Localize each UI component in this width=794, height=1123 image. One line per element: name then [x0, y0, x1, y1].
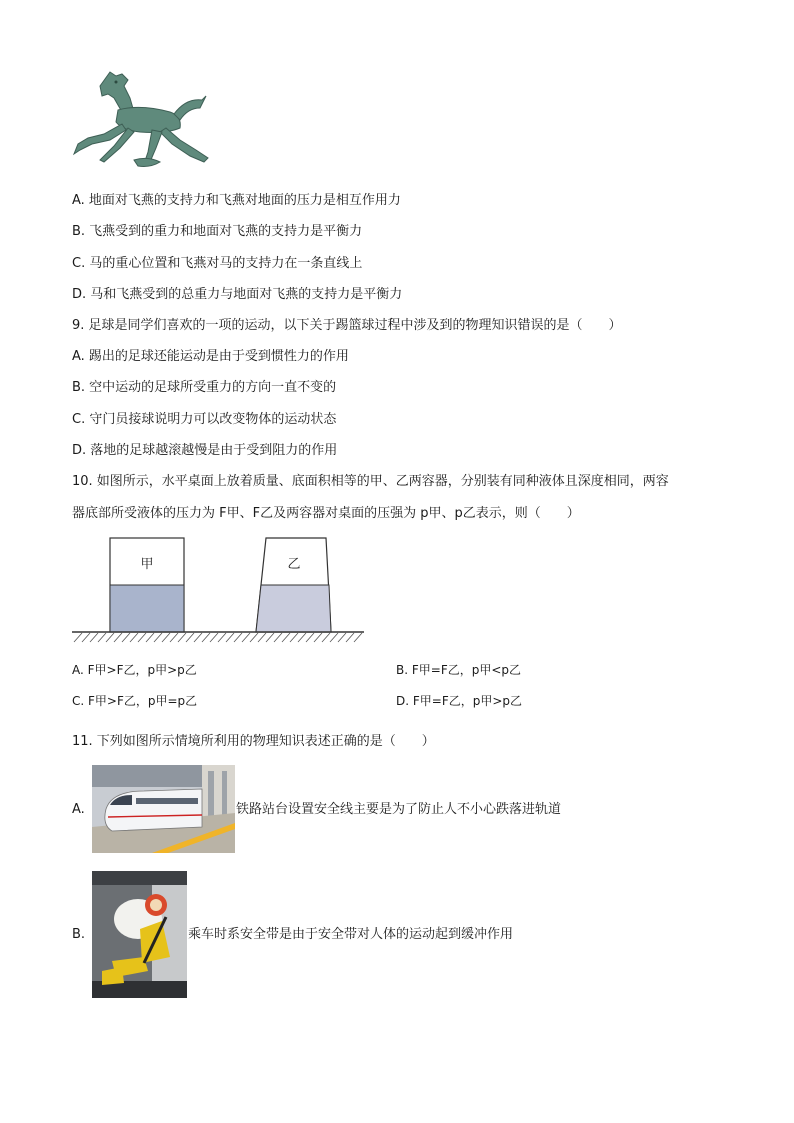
q11-option-a-label: A.: [72, 802, 85, 817]
q10-option-c: C. F甲>F乙，p甲=p乙: [72, 694, 198, 708]
q10-stem-line2: 器底部所受液体的压力为 F甲、F乙及两容器对桌面的压强为 p甲、p乙表示，则（ ）: [72, 506, 580, 521]
q10-option-d: D. F甲=F乙，p甲>p乙: [396, 694, 523, 708]
q8-option-a: A. 地面对飞燕的支持力和飞燕对地面的压力是相互作用力: [72, 193, 401, 208]
q8-option-c: C. 马的重心位置和飞燕对马的支持力在一条直线上: [72, 256, 363, 271]
seatbelt-crash-test-image: [92, 871, 187, 998]
q11-stem: 11. 下列如图所示情境所利用的物理知识表述正确的是（ ）: [72, 734, 435, 749]
containers-diagram: [72, 536, 368, 648]
q10-stem-line1: 10. 如图所示，水平桌面上放着质量、底面积相等的甲、乙两容器，分别装有同种液体且深度相同，两容: [72, 474, 669, 489]
q9-option-d: D. 落地的足球越滚越慢是由于受到阻力的作用: [72, 443, 338, 458]
train-station-image: [92, 765, 235, 853]
q9-option-a: A. 踢出的足球还能运动是由于受到惯性力的作用: [72, 349, 349, 364]
q11-option-b-label: B.: [72, 927, 86, 942]
container-label-jia: 甲: [140, 557, 154, 572]
q8-option-b: B. 飞燕受到的重力和地面对飞燕的支持力是平衡力: [72, 224, 363, 239]
q11-option-b-text: 乘车时系安全带是由于安全带对人体的运动起到缓冲作用: [188, 927, 514, 942]
container-label-yi: 乙: [287, 557, 301, 572]
horse-statue-image: [70, 68, 212, 176]
q11-option-a-text: 铁路站台设置安全线主要是为了防止人不小心跌落进轨道: [236, 802, 562, 817]
q8-option-d: D. 马和飞燕受到的总重力与地面对飞燕的支持力是平衡力: [72, 287, 403, 302]
q10-option-a: A. F甲>F乙，p甲>p乙: [72, 663, 197, 677]
q10-option-b: B. F甲=F乙，p甲<p乙: [396, 663, 522, 677]
q9-option-b: B. 空中运动的足球所受重力的方向一直不变的: [72, 380, 337, 395]
q9-option-c: C. 守门员接球说明力可以改变物体的运动状态: [72, 412, 337, 427]
q9-stem: 9. 足球是同学们喜欢的一项的运动，以下关于踢篮球过程中涉及到的物理知识错误的是（ ）: [72, 318, 622, 333]
